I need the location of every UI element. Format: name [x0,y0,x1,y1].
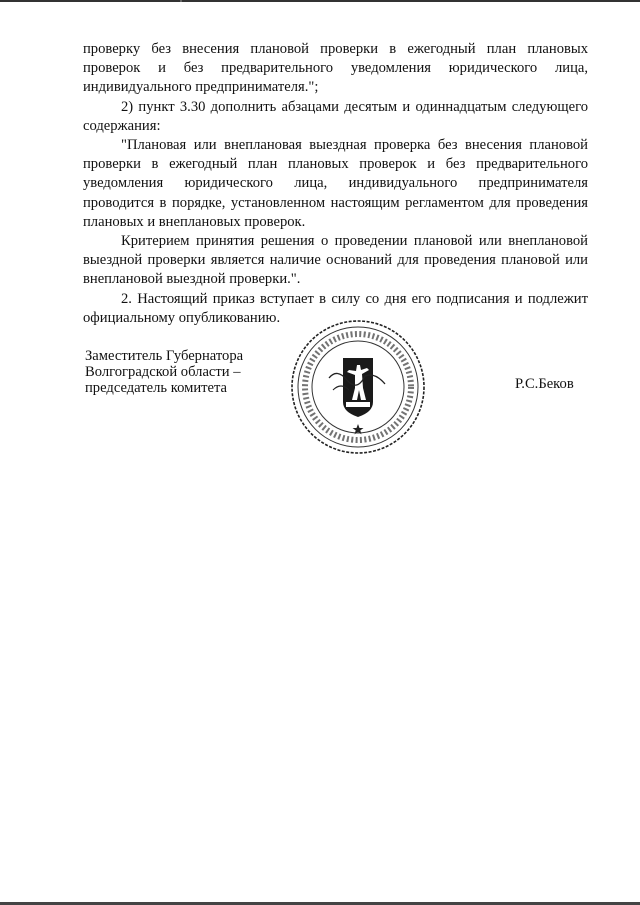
paragraph-continuation: проверку без внесения плановой проверки в ежегодный план плановых проверок и без предварительного уведомления юридического лица, индивидуального предпринимателя."; [83,41,588,96]
signer-title-line-3: председатель комитета [85,380,228,396]
signer-title-line-1: Заместитель Губернатора [85,348,244,364]
signature-block [85,348,243,396]
paragraph-effective: 2. Настоящий приказ вступает в силу со дня его подписания и подлежит официальному опубликованию. [83,290,588,326]
paragraph-item-2: 2) пункт 3.30 дополнить абзацами десятым и одиннадцатым следующего содержания: [83,98,588,134]
scan-edge-top [0,0,640,2]
signer-name: Р.С.Беков [515,376,574,392]
signer-title-line-2: Волгоградской области – [85,364,241,380]
paragraph-quote-2: Критерием принятия решения о проведении плановой или внеплановой выездной проверки является наличие оснований для проведения плановой или внеплановой выездной проверки.". [83,233,588,288]
paragraph-quote-1: "Плановая или внеплановая выездная проверка без внесения плановой проверки в ежегодный план плановых проверок и без предварительного уведомления юридического лица, индивидуального предпринимателя проводится в порядке, установленном настоящим регламентом для проведения плановых и внеплановых проверок. [83,137,588,230]
official-seal-stamp [289,318,427,456]
document-body [83,40,588,328]
